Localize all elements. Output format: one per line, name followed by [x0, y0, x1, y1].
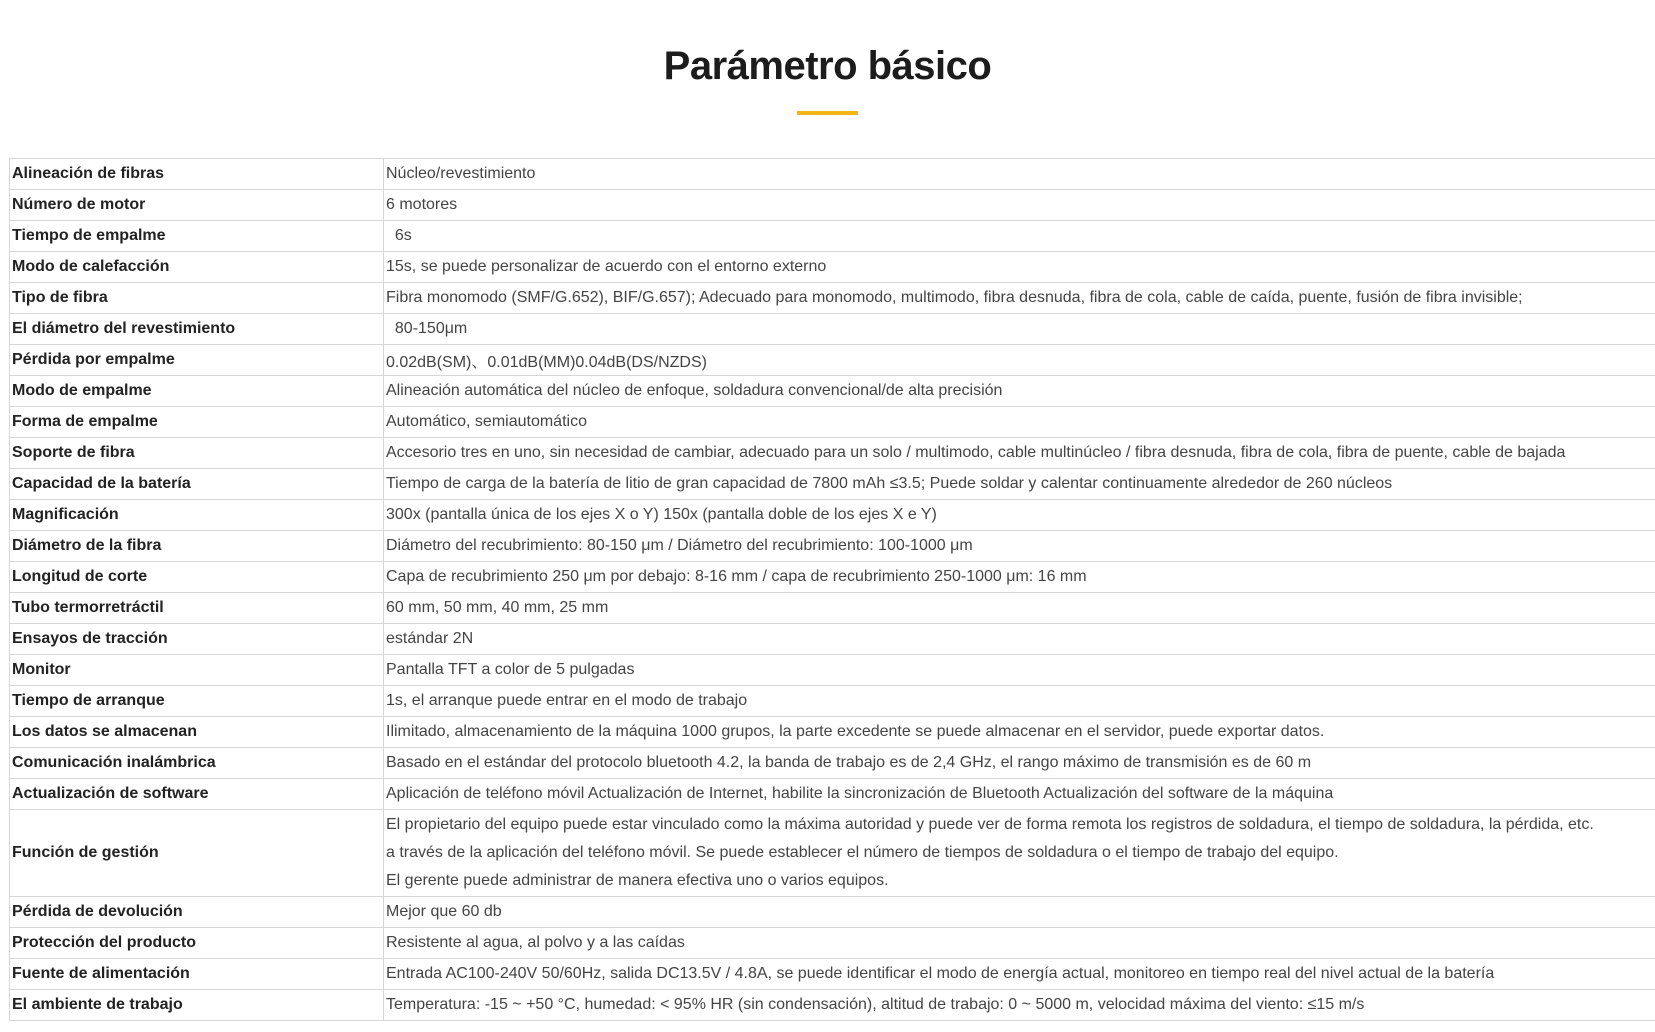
spec-value: 0.02dB(SM)、0.01dB(MM)0.04dB(DS/NZDS) [384, 345, 1655, 376]
spec-label: Forma de empalme [10, 407, 384, 438]
spec-label: Longitud de corte [10, 562, 384, 593]
spec-label: Capacidad de la batería [10, 469, 384, 500]
spec-label: Pérdida de devolución [10, 897, 384, 928]
spec-value: Accesorio tres en uno, sin necesidad de cambiar, adecuado para un solo / multimodo, cable multinúcleo / fibra desnuda, fibra de cola, fibra de puente, cable de bajada [384, 438, 1655, 469]
table-row [10, 159, 1655, 190]
spec-value: Mejor que 60 db [384, 897, 1655, 928]
spec-label: Tipo de fibra [10, 283, 384, 314]
spec-label: Soporte de fibra [10, 438, 384, 469]
spec-label: Fuente de alimentación [10, 959, 384, 990]
spec-value: Fibra monomodo (SMF/G.652), BIF/G.657); Adecuado para monomodo, multimodo, fibra desnuda, fibra de cola, cable de caída, puente, fusión de fibra invisible; [384, 283, 1655, 314]
table-row [10, 717, 1655, 748]
spec-label: Monitor [10, 655, 384, 686]
spec-value: Diámetro del recubrimiento: 80-150 μm / Diámetro del recubrimiento: 100-1000 μm [384, 531, 1655, 562]
spec-label: Número de motor [10, 190, 384, 221]
table-row [10, 897, 1655, 928]
spec-label: Tiempo de arranque [10, 686, 384, 717]
spec-value: 15s, se puede personalizar de acuerdo con el entorno externo [384, 252, 1655, 283]
spec-value: 1s, el arranque puede entrar en el modo de trabajo [384, 686, 1655, 717]
table-row [10, 928, 1655, 959]
spec-label: Magnificación [10, 500, 384, 531]
spec-label: Tiempo de empalme [10, 221, 384, 252]
table-row [10, 779, 1655, 810]
table-row [10, 959, 1655, 990]
spec-label: El diámetro del revestimiento [10, 314, 384, 345]
table-row [10, 562, 1655, 593]
table-row [10, 990, 1655, 1021]
spec-value-line: El propietario del equipo puede estar vinculado como la máxima autoridad y puede ver de forma remota los registros de soldadura, el tiempo de soldadura, la pérdida, etc. [386, 816, 1594, 833]
table-row [10, 190, 1655, 221]
table-row [10, 810, 1655, 897]
table-row [10, 593, 1655, 624]
table-row [10, 686, 1655, 717]
table-row [10, 283, 1655, 314]
spec-value: 300x (pantalla única de los ejes X o Y) 150x (pantalla doble de los ejes X e Y) [384, 500, 1655, 531]
table-row [10, 345, 1655, 376]
spec-value: Entrada AC100-240V 50/60Hz, salida DC13.5V / 4.8A, se puede identificar el modo de energía actual, monitoreo en tiempo real del nivel actual de la batería [384, 959, 1655, 990]
spec-label: Alineación de fibras [10, 159, 384, 190]
spec-label: Modo de empalme [10, 376, 384, 407]
spec-label: Los datos se almacenan [10, 717, 384, 748]
spec-table-body [10, 159, 1655, 1021]
spec-value: 6 motores [384, 190, 1655, 221]
table-row [10, 376, 1655, 407]
table-row [10, 252, 1655, 283]
title-underline-divider [797, 111, 858, 115]
spec-label: Actualización de software [10, 779, 384, 810]
spec-label: Modo de calefacción [10, 252, 384, 283]
table-row [10, 407, 1655, 438]
spec-label: Protección del producto [10, 928, 384, 959]
page-title: Parámetro básico [663, 44, 992, 88]
spec-value: Temperatura: -15 ~ +50 °C, humedad: < 95% HR (sin condensación), altitud de trabajo: 0 ~ 5000 m, velocidad máxima del viento: ≤15 m/s [384, 990, 1655, 1021]
spec-value: Alineación automática del núcleo de enfoque, soldadura convencional/de alta precisión [384, 376, 1655, 407]
spec-value: Resistente al agua, al polvo y a las caídas [384, 928, 1655, 959]
spec-label: El ambiente de trabajo [10, 990, 384, 1021]
spec-value-line: a través de la aplicación del teléfono móvil. Se puede establecer el número de tiempos de soldadura o el tiempo de trabajo del equipo. [386, 844, 1339, 861]
spec-label: Tubo termorretráctil [10, 593, 384, 624]
spec-value-line: El gerente puede administrar de manera efectiva uno o varios equipos. [386, 872, 889, 889]
spec-value: 60 mm, 50 mm, 40 mm, 25 mm [384, 593, 1655, 624]
table-row [10, 469, 1655, 500]
table-row [10, 748, 1655, 779]
spec-value: Núcleo/revestimiento [384, 159, 1655, 190]
spec-label: Diámetro de la fibra [10, 531, 384, 562]
spec-value: Ilimitado, almacenamiento de la máquina 1000 grupos, la parte excedente se puede almacenar en el servidor, puede exportar datos. [384, 717, 1655, 748]
spec-value: Basado en el estándar del protocolo bluetooth 4.2, la banda de trabajo es de 2,4 GHz, el rango máximo de transmisión es de 60 m [384, 748, 1655, 779]
spec-value: Automático, semiautomático [384, 407, 1655, 438]
spec-value: 6s [384, 221, 1655, 252]
spec-value: Aplicación de teléfono móvil Actualización de Internet, habilite la sincronización de Bluetooth Actualización del software de la máquina [384, 779, 1655, 810]
table-row [10, 531, 1655, 562]
spec-label: Ensayos de tracción [10, 624, 384, 655]
table-row [10, 500, 1655, 531]
table-row [10, 221, 1655, 252]
table-row [10, 314, 1655, 345]
spec-value: Capa de recubrimiento 250 μm por debajo: 8-16 mm / capa de recubrimiento 250-1000 μm: 16 mm [384, 562, 1655, 593]
spec-label: Pérdida por empalme [10, 345, 384, 376]
spec-value: 80-150μm [384, 314, 1655, 345]
table-row [10, 438, 1655, 469]
spec-value: Tiempo de carga de la batería de litio de gran capacidad de 7800 mAh ≤3.5; Puede soldar y calentar continuamente alrededor de 260 núcleos [384, 469, 1655, 500]
spec-table [9, 158, 1655, 1021]
spec-label: Comunicación inalámbrica [10, 748, 384, 779]
spec-value: estándar 2N [384, 624, 1655, 655]
table-row [10, 624, 1655, 655]
table-row [10, 655, 1655, 686]
spec-label: Función de gestión [10, 810, 384, 897]
spec-value [384, 810, 1655, 897]
spec-value: Pantalla TFT a color de 5 pulgadas [384, 655, 1655, 686]
